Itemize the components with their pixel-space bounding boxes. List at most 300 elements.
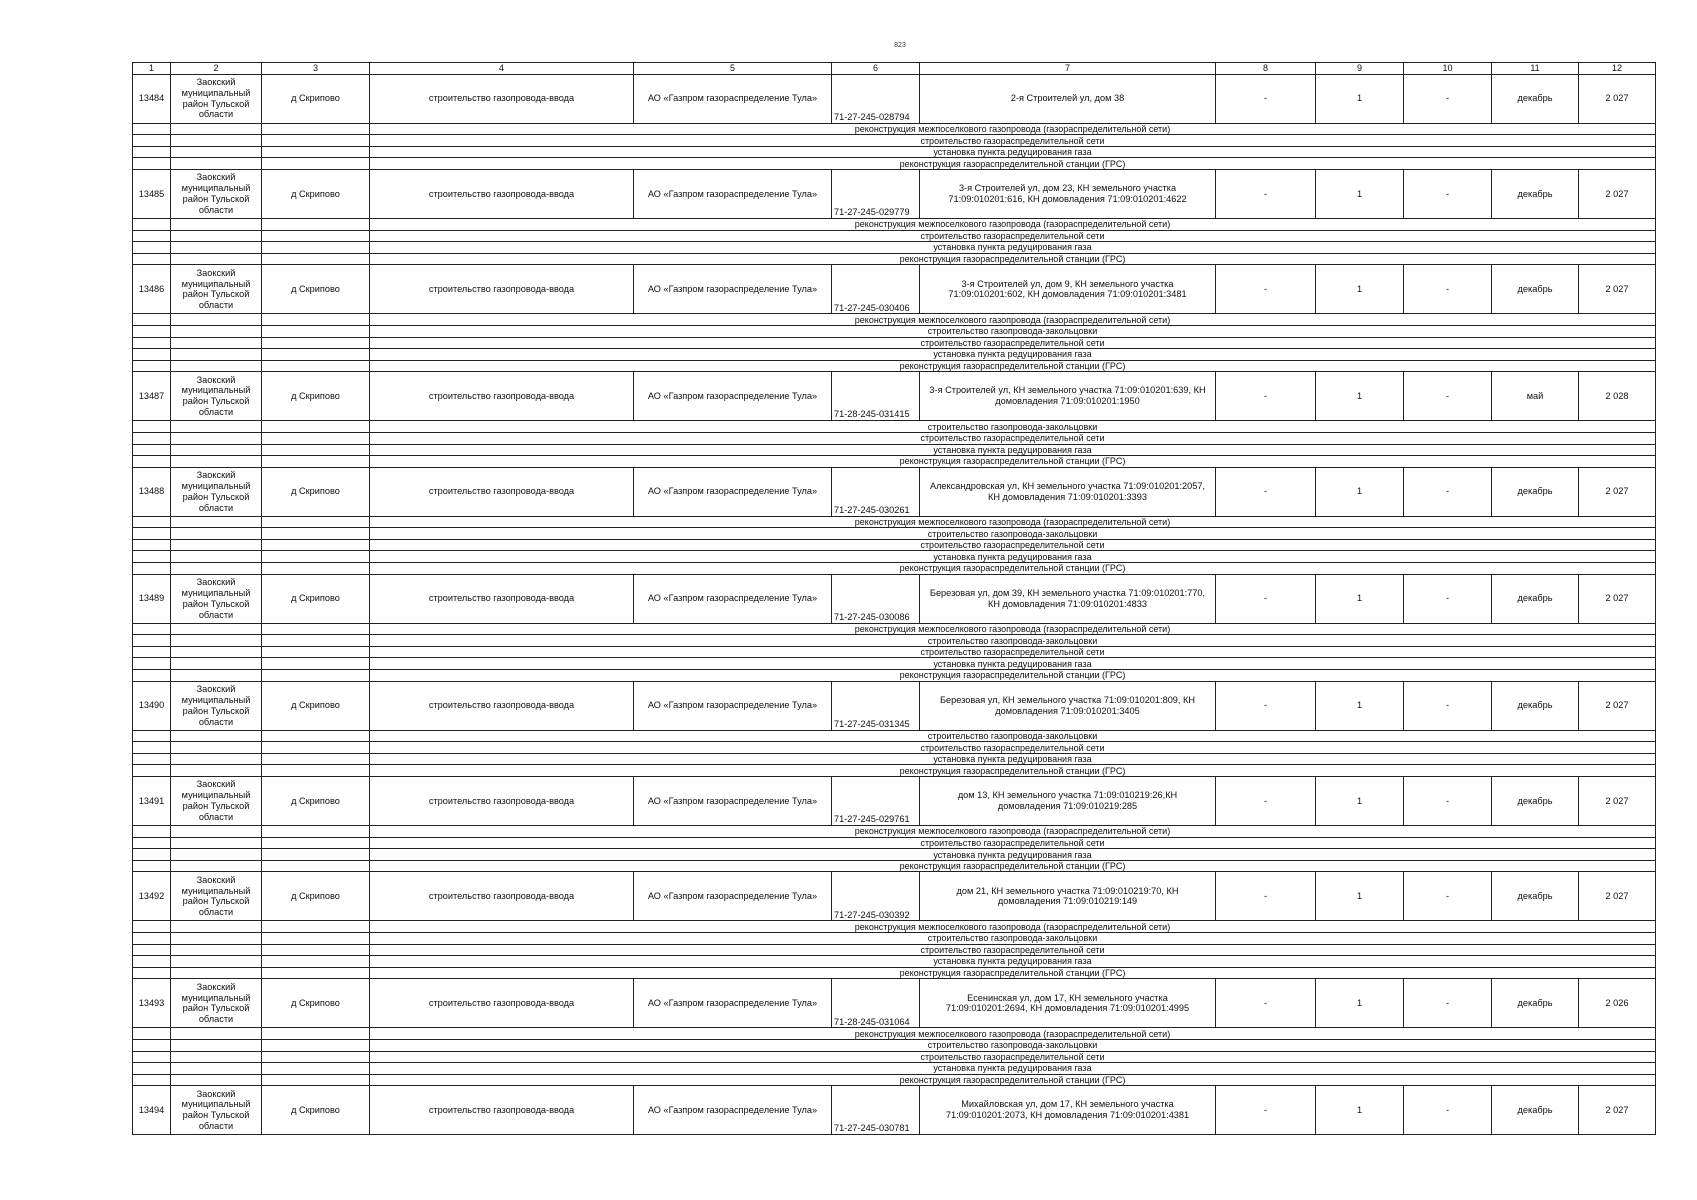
- sub-row: [133, 826, 1656, 838]
- empty-cell: [262, 658, 370, 670]
- sub-work-cell: строительство газораспределительной сети: [370, 646, 1656, 658]
- empty-cell: [171, 837, 262, 849]
- empty-cell: [133, 253, 171, 265]
- empty-cell: [171, 539, 262, 551]
- sub-row: [133, 432, 1656, 444]
- column-9-cell: 1: [1316, 681, 1404, 730]
- sub-row: [133, 218, 1656, 230]
- address-cell: Есенинская ул, дом 17, КН земельного участка 71:09:010201:2694, КН домовладения 71:09:010201:4995: [920, 979, 1216, 1028]
- record-id-cell: 13494: [133, 1086, 171, 1135]
- code-cell: 71-27-245-030261: [832, 467, 920, 516]
- address-cell: 3-я Строителей ул, КН земельного участка 71:09:010201:639, КН домовладения 71:09:010201:1950: [920, 372, 1216, 421]
- sub-work-cell: строительство газораспределительной сети: [370, 944, 1656, 956]
- empty-cell: [133, 765, 171, 777]
- month-cell: декабрь: [1492, 265, 1579, 314]
- work-type-cell: строительство газопровода-ввода: [370, 372, 634, 421]
- year-cell: 2 027: [1579, 1086, 1656, 1135]
- empty-cell: [171, 456, 262, 468]
- empty-cell: [262, 1074, 370, 1086]
- gasification-table: [132, 62, 1656, 1135]
- empty-cell: [171, 158, 262, 170]
- column-10-cell: -: [1404, 574, 1492, 623]
- empty-cell: [133, 314, 171, 326]
- empty-cell: [262, 432, 370, 444]
- column-8-cell: -: [1216, 979, 1316, 1028]
- column-9-cell: 1: [1316, 872, 1404, 921]
- empty-cell: [171, 1074, 262, 1086]
- column-header: 6: [832, 63, 920, 75]
- sub-row: [133, 516, 1656, 528]
- empty-cell: [262, 158, 370, 170]
- work-type-cell: строительство газопровода-ввода: [370, 681, 634, 730]
- empty-cell: [133, 432, 171, 444]
- organization-cell: АО «Газпром газораспределение Тула»: [634, 777, 832, 826]
- year-cell: 2 027: [1579, 681, 1656, 730]
- empty-cell: [171, 253, 262, 265]
- empty-cell: [133, 837, 171, 849]
- code-cell: 71-28-245-031064: [832, 979, 920, 1028]
- empty-cell: [133, 623, 171, 635]
- empty-cell: [133, 135, 171, 147]
- empty-cell: [171, 551, 262, 563]
- sub-work-cell: установка пункта редуцирования газа: [370, 849, 1656, 861]
- empty-cell: [262, 242, 370, 254]
- month-cell: декабрь: [1492, 74, 1579, 123]
- sub-work-cell: строительство газопровода-закольцовки: [370, 730, 1656, 742]
- empty-cell: [133, 325, 171, 337]
- empty-cell: [133, 551, 171, 563]
- empty-cell: [171, 932, 262, 944]
- sub-row: [133, 444, 1656, 456]
- code-cell: 71-27-245-030406: [832, 265, 920, 314]
- locality-cell: д Скрипово: [262, 1086, 370, 1135]
- sub-row: [133, 623, 1656, 635]
- sub-work-cell: установка пункта редуцирования газа: [370, 551, 1656, 563]
- sub-work-cell: строительство газопровода-закольцовки: [370, 528, 1656, 540]
- column-10-cell: -: [1404, 872, 1492, 921]
- year-cell: 2 027: [1579, 74, 1656, 123]
- empty-cell: [133, 932, 171, 944]
- empty-cell: [133, 753, 171, 765]
- empty-cell: [133, 563, 171, 575]
- empty-cell: [262, 135, 370, 147]
- empty-cell: [262, 563, 370, 575]
- year-cell: 2 027: [1579, 467, 1656, 516]
- sub-row: [133, 123, 1656, 135]
- organization-cell: АО «Газпром газораспределение Тула»: [634, 979, 832, 1028]
- code-cell: 71-27-245-028794: [832, 74, 920, 123]
- sub-work-cell: реконструкция межпоселкового газопровода (газораспределительной сети): [370, 826, 1656, 838]
- locality-cell: д Скрипово: [262, 169, 370, 218]
- empty-cell: [171, 730, 262, 742]
- sub-work-cell: строительство газораспределительной сети: [370, 742, 1656, 754]
- empty-cell: [133, 826, 171, 838]
- sub-row: [133, 242, 1656, 254]
- empty-cell: [133, 742, 171, 754]
- code-cell: 71-27-245-030086: [832, 574, 920, 623]
- empty-cell: [262, 528, 370, 540]
- organization-cell: АО «Газпром газораспределение Тула»: [634, 872, 832, 921]
- record-id-cell: 13491: [133, 777, 171, 826]
- column-9-cell: 1: [1316, 1086, 1404, 1135]
- sub-work-cell: реконструкция межпоселкового газопровода (газораспределительной сети): [370, 1028, 1656, 1040]
- record-id-cell: 13485: [133, 169, 171, 218]
- column-header: 10: [1404, 63, 1492, 75]
- column-header: 5: [634, 63, 832, 75]
- empty-cell: [171, 956, 262, 968]
- empty-cell: [262, 646, 370, 658]
- sub-work-cell: строительство газопровода-закольцовки: [370, 325, 1656, 337]
- empty-cell: [133, 349, 171, 361]
- empty-cell: [262, 253, 370, 265]
- month-cell: декабрь: [1492, 777, 1579, 826]
- empty-cell: [133, 337, 171, 349]
- month-cell: декабрь: [1492, 1086, 1579, 1135]
- sub-row: [133, 349, 1656, 361]
- empty-cell: [133, 944, 171, 956]
- record-id-cell: 13486: [133, 265, 171, 314]
- sub-row: [133, 1028, 1656, 1040]
- sub-row: [133, 956, 1656, 968]
- sub-work-cell: установка пункта редуцирования газа: [370, 658, 1656, 670]
- sub-row: [133, 325, 1656, 337]
- column-9-cell: 1: [1316, 574, 1404, 623]
- record-id-cell: 13484: [133, 74, 171, 123]
- column-8-cell: -: [1216, 872, 1316, 921]
- sub-row: [133, 253, 1656, 265]
- month-cell: декабрь: [1492, 979, 1579, 1028]
- sub-row: [133, 635, 1656, 647]
- sub-work-cell: строительство газораспределительной сети: [370, 337, 1656, 349]
- empty-cell: [262, 314, 370, 326]
- organization-cell: АО «Газпром газораспределение Тула»: [634, 1086, 832, 1135]
- column-header: 1: [133, 63, 171, 75]
- sub-work-cell: установка пункта редуцирования газа: [370, 146, 1656, 158]
- sub-work-cell: строительство газораспределительной сети: [370, 432, 1656, 444]
- table-row: [133, 74, 1656, 123]
- sub-row: [133, 456, 1656, 468]
- code-cell: 71-27-245-030781: [832, 1086, 920, 1135]
- column-10-cell: -: [1404, 777, 1492, 826]
- district-cell: Заокский муниципальный район Тульской области: [171, 872, 262, 921]
- district-cell: Заокский муниципальный район Тульской области: [171, 265, 262, 314]
- empty-cell: [133, 1074, 171, 1086]
- sub-row: [133, 730, 1656, 742]
- organization-cell: АО «Газпром газораспределение Тула»: [634, 265, 832, 314]
- sub-row: [133, 135, 1656, 147]
- sub-work-cell: реконструкция газораспределительной станции (ГРС): [370, 158, 1656, 170]
- address-cell: Березовая ул, дом 39, КН земельного участка 71:09:010201:770, КН домовладения 71:09:010201:4833: [920, 574, 1216, 623]
- column-9-cell: 1: [1316, 169, 1404, 218]
- organization-cell: АО «Газпром газораспределение Тула»: [634, 372, 832, 421]
- locality-cell: д Скрипово: [262, 681, 370, 730]
- sub-work-cell: строительство газораспределительной сети: [370, 1051, 1656, 1063]
- sub-row: [133, 539, 1656, 551]
- empty-cell: [262, 349, 370, 361]
- empty-cell: [262, 730, 370, 742]
- empty-cell: [262, 944, 370, 956]
- empty-cell: [133, 146, 171, 158]
- empty-cell: [171, 646, 262, 658]
- column-header: 2: [171, 63, 262, 75]
- locality-cell: д Скрипово: [262, 467, 370, 516]
- sub-work-cell: реконструкция газораспределительной станции (ГРС): [370, 860, 1656, 872]
- empty-cell: [262, 932, 370, 944]
- empty-cell: [171, 337, 262, 349]
- work-type-cell: строительство газопровода-ввода: [370, 265, 634, 314]
- empty-cell: [133, 456, 171, 468]
- empty-cell: [171, 1063, 262, 1075]
- empty-cell: [133, 1028, 171, 1040]
- sub-row: [133, 146, 1656, 158]
- empty-cell: [262, 635, 370, 647]
- district-cell: Заокский муниципальный район Тульской области: [171, 372, 262, 421]
- sub-work-cell: реконструкция межпоселкового газопровода (газораспределительной сети): [370, 516, 1656, 528]
- empty-cell: [133, 360, 171, 372]
- empty-cell: [262, 956, 370, 968]
- sub-row: [133, 944, 1656, 956]
- empty-cell: [171, 421, 262, 433]
- empty-cell: [262, 1063, 370, 1075]
- column-8-cell: -: [1216, 681, 1316, 730]
- locality-cell: д Скрипово: [262, 574, 370, 623]
- empty-cell: [171, 1028, 262, 1040]
- code-cell: 71-27-245-029761: [832, 777, 920, 826]
- empty-cell: [262, 860, 370, 872]
- column-8-cell: -: [1216, 372, 1316, 421]
- empty-cell: [262, 826, 370, 838]
- district-cell: Заокский муниципальный район Тульской области: [171, 467, 262, 516]
- empty-cell: [171, 742, 262, 754]
- empty-cell: [171, 623, 262, 635]
- sub-work-cell: реконструкция газораспределительной станции (ГРС): [370, 670, 1656, 682]
- empty-cell: [262, 753, 370, 765]
- sub-row: [133, 1039, 1656, 1051]
- code-cell: 71-27-245-030392: [832, 872, 920, 921]
- empty-cell: [171, 242, 262, 254]
- empty-cell: [262, 837, 370, 849]
- locality-cell: д Скрипово: [262, 372, 370, 421]
- address-cell: Березовая ул, КН земельного участка 71:09:010201:809, КН домовладения 71:09:010201:3405: [920, 681, 1216, 730]
- empty-cell: [171, 516, 262, 528]
- column-header: 8: [1216, 63, 1316, 75]
- empty-cell: [171, 658, 262, 670]
- empty-cell: [133, 516, 171, 528]
- column-10-cell: -: [1404, 1086, 1492, 1135]
- empty-cell: [133, 444, 171, 456]
- sub-work-cell: установка пункта редуцирования газа: [370, 349, 1656, 361]
- empty-cell: [262, 967, 370, 979]
- code-cell: 71-27-245-029779: [832, 169, 920, 218]
- column-header: 12: [1579, 63, 1656, 75]
- district-cell: Заокский муниципальный район Тульской области: [171, 74, 262, 123]
- work-type-cell: строительство газопровода-ввода: [370, 467, 634, 516]
- empty-cell: [133, 730, 171, 742]
- column-9-cell: 1: [1316, 265, 1404, 314]
- month-cell: декабрь: [1492, 467, 1579, 516]
- sub-work-cell: реконструкция газораспределительной станции (ГРС): [370, 765, 1656, 777]
- table-row: [133, 1086, 1656, 1135]
- address-cell: 3-я Строителей ул, дом 23, КН земельного участка 71:09:010201:616, КН домовладения 71:09:010201:4622: [920, 169, 1216, 218]
- district-cell: Заокский муниципальный район Тульской области: [171, 777, 262, 826]
- address-cell: 3-я Строителей ул, дом 9, КН земельного участка 71:09:010201:602, КН домовладения 71:09:010201:3481: [920, 265, 1216, 314]
- sub-work-cell: реконструкция газораспределительной станции (ГРС): [370, 456, 1656, 468]
- month-cell: декабрь: [1492, 169, 1579, 218]
- empty-cell: [262, 1039, 370, 1051]
- empty-cell: [262, 337, 370, 349]
- table-row: [133, 777, 1656, 826]
- empty-cell: [133, 921, 171, 933]
- empty-cell: [171, 314, 262, 326]
- locality-cell: д Скрипово: [262, 265, 370, 314]
- sub-work-cell: установка пункта редуцирования газа: [370, 956, 1656, 968]
- work-type-cell: строительство газопровода-ввода: [370, 777, 634, 826]
- empty-cell: [262, 421, 370, 433]
- column-9-cell: 1: [1316, 467, 1404, 516]
- district-cell: Заокский муниципальный район Тульской области: [171, 979, 262, 1028]
- empty-cell: [171, 1051, 262, 1063]
- sub-row: [133, 837, 1656, 849]
- table-row: [133, 265, 1656, 314]
- column-10-cell: -: [1404, 372, 1492, 421]
- code-cell: 71-27-245-031345: [832, 681, 920, 730]
- sub-work-cell: реконструкция межпоселкового газопровода (газораспределительной сети): [370, 623, 1656, 635]
- sub-row: [133, 921, 1656, 933]
- year-cell: 2 026: [1579, 979, 1656, 1028]
- district-cell: Заокский муниципальный район Тульской области: [171, 1086, 262, 1135]
- empty-cell: [262, 325, 370, 337]
- empty-cell: [171, 1039, 262, 1051]
- empty-cell: [262, 765, 370, 777]
- empty-cell: [171, 218, 262, 230]
- column-8-cell: -: [1216, 265, 1316, 314]
- empty-cell: [171, 967, 262, 979]
- address-cell: 2-я Строителей ул, дом 38: [920, 74, 1216, 123]
- empty-cell: [171, 753, 262, 765]
- empty-cell: [262, 146, 370, 158]
- locality-cell: д Скрипово: [262, 872, 370, 921]
- empty-cell: [133, 860, 171, 872]
- empty-cell: [171, 349, 262, 361]
- year-cell: 2 027: [1579, 574, 1656, 623]
- column-10-cell: -: [1404, 74, 1492, 123]
- empty-cell: [133, 658, 171, 670]
- month-cell: декабрь: [1492, 681, 1579, 730]
- empty-cell: [171, 146, 262, 158]
- column-10-cell: -: [1404, 265, 1492, 314]
- empty-cell: [133, 967, 171, 979]
- empty-cell: [262, 539, 370, 551]
- empty-cell: [262, 849, 370, 861]
- empty-cell: [262, 218, 370, 230]
- organization-cell: АО «Газпром газораспределение Тула»: [634, 74, 832, 123]
- empty-cell: [133, 218, 171, 230]
- record-id-cell: 13490: [133, 681, 171, 730]
- sub-work-cell: строительство газопровода-закольцовки: [370, 932, 1656, 944]
- empty-cell: [133, 123, 171, 135]
- sub-work-cell: строительство газопровода-закольцовки: [370, 1039, 1656, 1051]
- locality-cell: д Скрипово: [262, 777, 370, 826]
- sub-work-cell: реконструкция газораспределительной станции (ГРС): [370, 1074, 1656, 1086]
- sub-row: [133, 314, 1656, 326]
- sub-row: [133, 658, 1656, 670]
- sub-work-cell: установка пункта редуцирования газа: [370, 444, 1656, 456]
- empty-cell: [133, 956, 171, 968]
- empty-cell: [133, 539, 171, 551]
- sub-work-cell: реконструкция газораспределительной станции (ГРС): [370, 563, 1656, 575]
- sub-work-cell: установка пункта редуцирования газа: [370, 753, 1656, 765]
- record-id-cell: 13493: [133, 979, 171, 1028]
- empty-cell: [171, 123, 262, 135]
- sub-row: [133, 967, 1656, 979]
- month-cell: декабрь: [1492, 574, 1579, 623]
- sub-row: [133, 849, 1656, 861]
- sub-work-cell: установка пункта редуцирования газа: [370, 242, 1656, 254]
- empty-cell: [133, 849, 171, 861]
- empty-cell: [262, 444, 370, 456]
- empty-cell: [262, 230, 370, 242]
- empty-cell: [262, 1028, 370, 1040]
- column-8-cell: -: [1216, 169, 1316, 218]
- district-cell: Заокский муниципальный район Тульской области: [171, 574, 262, 623]
- organization-cell: АО «Газпром газораспределение Тула»: [634, 574, 832, 623]
- table-row: [133, 169, 1656, 218]
- table-row: [133, 574, 1656, 623]
- sub-work-cell: реконструкция межпоселкового газопровода (газораспределительной сети): [370, 921, 1656, 933]
- empty-cell: [171, 921, 262, 933]
- empty-cell: [133, 1051, 171, 1063]
- work-type-cell: строительство газопровода-ввода: [370, 74, 634, 123]
- locality-cell: д Скрипово: [262, 74, 370, 123]
- sub-row: [133, 753, 1656, 765]
- empty-cell: [171, 444, 262, 456]
- sub-work-cell: строительство газопровода-закольцовки: [370, 421, 1656, 433]
- empty-cell: [133, 1063, 171, 1075]
- sub-work-cell: реконструкция газораспределительной станции (ГРС): [370, 253, 1656, 265]
- column-8-cell: -: [1216, 574, 1316, 623]
- column-8-cell: -: [1216, 1086, 1316, 1135]
- district-cell: Заокский муниципальный район Тульской области: [171, 681, 262, 730]
- sub-row: [133, 765, 1656, 777]
- empty-cell: [262, 516, 370, 528]
- record-id-cell: 13488: [133, 467, 171, 516]
- month-cell: май: [1492, 372, 1579, 421]
- empty-cell: [171, 325, 262, 337]
- sub-row: [133, 860, 1656, 872]
- year-cell: 2 027: [1579, 777, 1656, 826]
- sub-row: [133, 337, 1656, 349]
- empty-cell: [171, 563, 262, 575]
- empty-cell: [171, 635, 262, 647]
- column-8-cell: -: [1216, 467, 1316, 516]
- table-body: [133, 63, 1656, 1135]
- sub-row: [133, 646, 1656, 658]
- organization-cell: АО «Газпром газораспределение Тула»: [634, 467, 832, 516]
- work-type-cell: строительство газопровода-ввода: [370, 979, 634, 1028]
- column-9-cell: 1: [1316, 777, 1404, 826]
- locality-cell: д Скрипово: [262, 979, 370, 1028]
- column-10-cell: -: [1404, 979, 1492, 1028]
- empty-cell: [133, 646, 171, 658]
- sub-row: [133, 158, 1656, 170]
- page-number: 823: [894, 42, 906, 49]
- empty-cell: [133, 528, 171, 540]
- address-cell: дом 13, КН земельного участка 71:09:010219:26,КН домовладения 71:09:010219:285: [920, 777, 1216, 826]
- empty-cell: [133, 230, 171, 242]
- empty-cell: [171, 826, 262, 838]
- address-cell: дом 21, КН земельного участка 71:09:010219:70, КН домовладения 71:09:010219:149: [920, 872, 1216, 921]
- work-type-cell: строительство газопровода-ввода: [370, 872, 634, 921]
